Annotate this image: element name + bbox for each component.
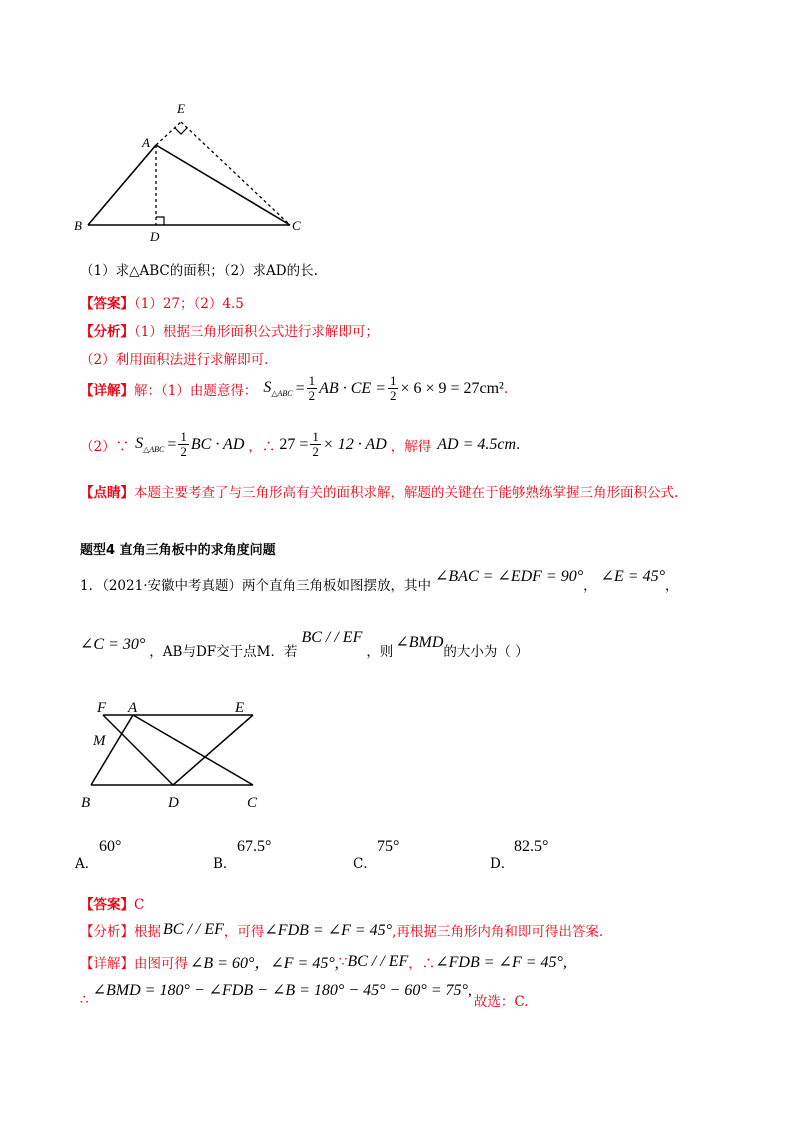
q1-detail-e3: ∠FDB = ∠F = 45°, <box>435 953 567 971</box>
detail-tag: 【详解】 <box>80 382 134 399</box>
p1-detail <box>80 374 508 403</box>
answer-text: （1）27；（2）4.5 <box>134 296 244 312</box>
q1-line-2 <box>80 629 529 660</box>
detail2-sep: ，∴ <box>248 438 276 455</box>
detail2-prefix: （2）∵ <box>80 438 130 455</box>
expr-ab-ce: AB · CE = <box>319 379 386 397</box>
q1-cond2: ∠E = 45° <box>600 568 665 585</box>
fraction-half-1: $\frac{1}{2}$ <box>308 373 316 403</box>
p1-detail-2 <box>80 430 520 459</box>
q1-prefix: 1．（2021·安徽中考真题）两个直角三角板如图摆放，其中 <box>80 578 431 594</box>
q1-detail-because: ∵ <box>338 953 348 970</box>
q1-answer-tag: 【答案】 <box>80 897 134 913</box>
line-ab <box>91 715 133 785</box>
line-de <box>173 715 253 785</box>
option-b-letter: B． <box>213 856 237 872</box>
q1-cond3: ∠C = 30° <box>80 636 146 653</box>
comment-tag: 【点睛】 <box>80 485 134 501</box>
triangle-abc-figure <box>70 95 320 245</box>
line-ec-dashed <box>181 122 290 225</box>
label-d: D <box>168 795 179 811</box>
line-ac <box>133 715 253 785</box>
q1-mid: ，AB与DF交于点M．若 <box>149 644 298 660</box>
q1-analysis <box>80 920 603 940</box>
comment-text: 本题主要考查了与三角形高有关的面积求解，解题的关键在于能够熟练掌握三角形面积公式. <box>134 485 679 501</box>
q1-analysis-e1: BC / / EF <box>163 921 224 938</box>
expr-27: 27 = <box>279 435 309 453</box>
set-squares-figure <box>75 695 275 815</box>
analysis-text: （1）根据三角形面积公式进行求解即可； <box>134 324 379 340</box>
area-symbol: $S_{\triangle ABC}$ <box>263 379 293 398</box>
expr-12-ad: × 12 · AD <box>322 435 387 453</box>
label-a: A <box>128 700 138 716</box>
q1-detail2-therefore: ∴ <box>80 992 89 1008</box>
q1-analysis-mid: ，可得 <box>223 924 265 940</box>
expr-bc-ad: BC · AD <box>190 435 245 453</box>
line-ae-dashed <box>156 122 181 145</box>
label-b: B <box>74 218 82 233</box>
q1-comma-2: ， <box>665 578 679 594</box>
q1-analysis-tag: 【分析】 <box>80 924 134 940</box>
q1-detail2-post: 故选：C. <box>473 994 529 1010</box>
detail-prefix: 解：（1）由题意得： <box>134 382 258 399</box>
p1-answer <box>80 292 244 312</box>
option-c-letter: C． <box>353 856 377 872</box>
q1-detail-2 <box>80 980 529 1010</box>
q1-detail-e2: BC / / EF <box>347 952 409 970</box>
q1-detail-therefore: ，∴ <box>408 955 436 972</box>
detail2-solve: ，解得 <box>390 438 432 455</box>
q1-analysis-post: ,再根据三角形内角和即可得出答案. <box>392 924 604 940</box>
option-a-letter: A． <box>75 856 99 872</box>
q1-detail-pre: 由图可得 <box>134 955 188 972</box>
option-d-letter: D． <box>490 856 515 872</box>
option-c[interactable] <box>353 838 473 872</box>
label-e: E <box>235 700 245 716</box>
q1-analysis-e2: ∠FDB = ∠F = 45° <box>264 922 393 939</box>
fraction-half-4: $\frac{1}{2}$ <box>312 429 319 459</box>
q1-detail2-e1: ∠BMD = 180° − ∠FDB − ∠B = 180° − 45° − 60° = 75°, <box>92 982 472 999</box>
label-d: D <box>150 229 160 244</box>
q1-detail-e1: ∠B = 60°，∠F = 45°, <box>190 955 339 972</box>
label-f: F <box>97 700 107 716</box>
label-c: C <box>292 218 301 233</box>
option-d-value: 82.5° <box>514 838 549 855</box>
expr-ad-result: AD = 4.5cm <box>437 435 517 453</box>
option-a[interactable] <box>75 838 195 872</box>
option-b[interactable] <box>213 838 333 872</box>
label-c: C <box>247 795 258 811</box>
section-title: 题型4 直角三角板中的求角度问题 <box>80 543 276 558</box>
q1-detail-tag: 【详解】 <box>80 955 134 972</box>
q1-detail <box>80 950 567 973</box>
q1-answer-text: C <box>134 897 145 913</box>
q1-comma: ， <box>583 578 597 594</box>
right-angle-e <box>175 128 187 134</box>
option-a-value: 60° <box>99 838 122 855</box>
q1-analysis-pre: 根据 <box>134 924 161 940</box>
q1-answer <box>80 893 144 913</box>
q1-line-1 <box>80 568 679 594</box>
eq-sign-2: = <box>167 435 177 453</box>
option-c-value: 75° <box>377 838 400 855</box>
label-m: M <box>93 733 106 749</box>
p1-analysis <box>80 320 379 340</box>
analysis-tag: 【分析】 <box>80 324 134 340</box>
area-symbol-2: $S_{\triangle ABC}$ <box>135 435 165 454</box>
q1-cond1: ∠BAC = ∠EDF = 90° <box>435 568 584 585</box>
label-e: E <box>177 101 185 116</box>
line-fd <box>103 715 173 785</box>
p1-comment <box>80 481 678 501</box>
eq-sign: = <box>295 379 305 397</box>
fraction-half-3: $\frac{1}{2}$ <box>180 429 187 459</box>
p1-question: （1）求△ABC的面积；（2）求AD的长. <box>80 263 318 279</box>
q1-cond5: ∠BMD <box>395 634 444 651</box>
right-angle-d <box>156 217 164 225</box>
detail2-end: . <box>516 436 521 453</box>
line-ac <box>156 145 290 225</box>
label-a: A <box>142 135 150 150</box>
p1-analysis-2: （2）利用面积法进行求解即可. <box>80 352 269 368</box>
expr-result: × 6 × 9 = 27cm² <box>400 379 504 397</box>
q1-mid-2: ，则 <box>366 644 394 660</box>
fraction-half-2: $\frac{1}{2}$ <box>389 373 397 403</box>
option-b-value: 67.5° <box>237 838 272 855</box>
q1-cond4: BC / / EF <box>301 629 363 646</box>
answer-tag: 【答案】 <box>80 296 134 312</box>
detail-end: . <box>503 380 509 397</box>
line-ab <box>88 145 156 225</box>
q1-tail: 的大小为（ ） <box>443 644 529 660</box>
label-b: B <box>81 795 91 811</box>
option-d[interactable] <box>490 838 610 872</box>
